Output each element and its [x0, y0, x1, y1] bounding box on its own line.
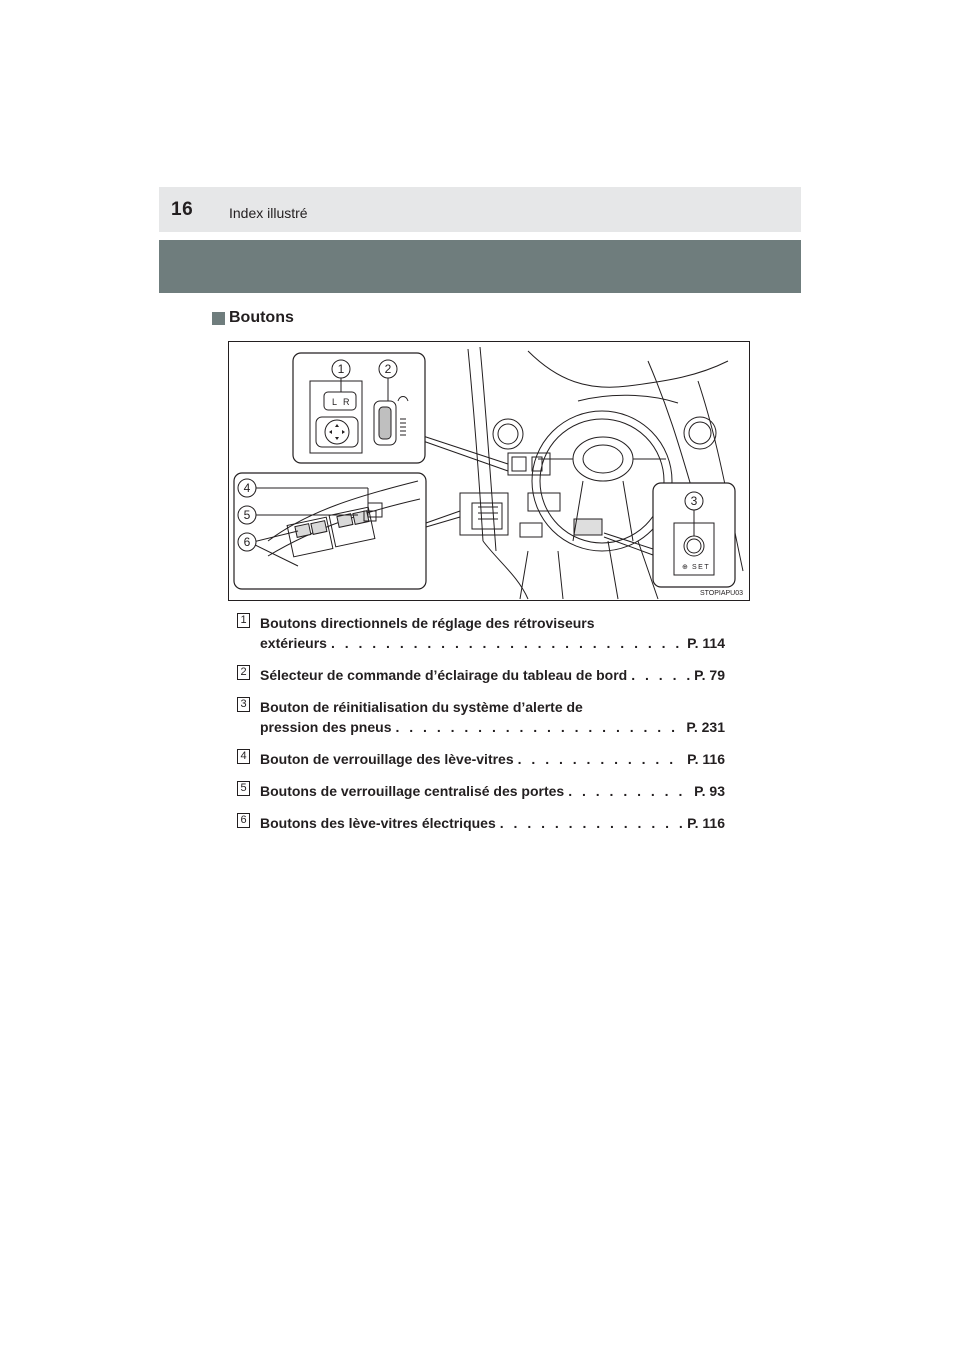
tpms-callout [653, 483, 735, 587]
item-label: pression des pneus [260, 719, 392, 735]
chapter-band [159, 240, 801, 293]
list-item [237, 613, 725, 653]
callout-6: 6 [243, 535, 251, 549]
mirror-switch-callout [293, 353, 425, 463]
mirror-l-label: L [332, 397, 338, 407]
section-heading-text: Boutons [229, 309, 294, 326]
list-item [237, 665, 725, 685]
page-reference-link[interactable]: P. 116 [687, 815, 725, 831]
list-item [237, 749, 725, 769]
section-heading [212, 308, 294, 328]
dashboard-drawing [228, 341, 750, 601]
item-label: Boutons de verrouillage centralisé des portes [260, 783, 565, 799]
door-switch-callout [234, 473, 426, 589]
leader-dots [500, 813, 683, 833]
item-number: 3 [237, 697, 250, 712]
item-label: Bouton de verrouillage des lève-vitres [260, 751, 514, 767]
leader-dots [568, 781, 690, 801]
button-list [237, 613, 725, 845]
item-label: Sélecteur de commande d’éclairage du tableau de bord [260, 667, 628, 683]
item-number: 4 [237, 749, 250, 764]
mirror-r-label: R [343, 397, 350, 407]
list-item [237, 813, 725, 833]
item-label: Boutons des lève-vitres électriques [260, 815, 496, 831]
leader-dots [331, 633, 683, 653]
callout-1: 1 [337, 362, 345, 376]
item-number: 1 [237, 613, 250, 628]
page-reference-link[interactable]: P. 79 [694, 667, 725, 683]
section-title: Index illustré [229, 205, 308, 221]
leader-dots [518, 749, 683, 769]
page-reference-link[interactable]: P. 93 [694, 783, 725, 799]
list-item [237, 697, 725, 737]
item-first-line: Bouton de réinitialisation du système d’alerte de [260, 699, 583, 715]
figure-code: STOPIAPU03 [699, 590, 743, 597]
leader-dots [395, 717, 682, 737]
callout-4: 4 [243, 481, 251, 495]
item-number: 6 [237, 813, 250, 828]
list-item [237, 781, 725, 801]
item-number: 2 [237, 665, 250, 680]
page-reference-link[interactable]: P. 114 [687, 635, 725, 651]
page-number: 16 [171, 199, 194, 220]
callout-3: 3 [690, 494, 698, 508]
callout-2: 2 [384, 362, 392, 376]
item-number: 5 [237, 781, 250, 796]
tpms-set-label: SET [692, 564, 711, 571]
callout-5: 5 [243, 508, 251, 522]
buttons-illustration [228, 341, 750, 601]
item-label: extérieurs [260, 635, 327, 651]
item-first-line: Boutons directionnels de réglage des rétroviseurs [260, 615, 595, 631]
svg-text:⊕: ⊕ [682, 564, 688, 571]
page-reference-link[interactable]: P. 116 [687, 751, 725, 767]
heading-square-icon [212, 312, 225, 325]
page-reference-link[interactable]: P. 231 [686, 719, 725, 735]
leader-dots [631, 665, 690, 685]
